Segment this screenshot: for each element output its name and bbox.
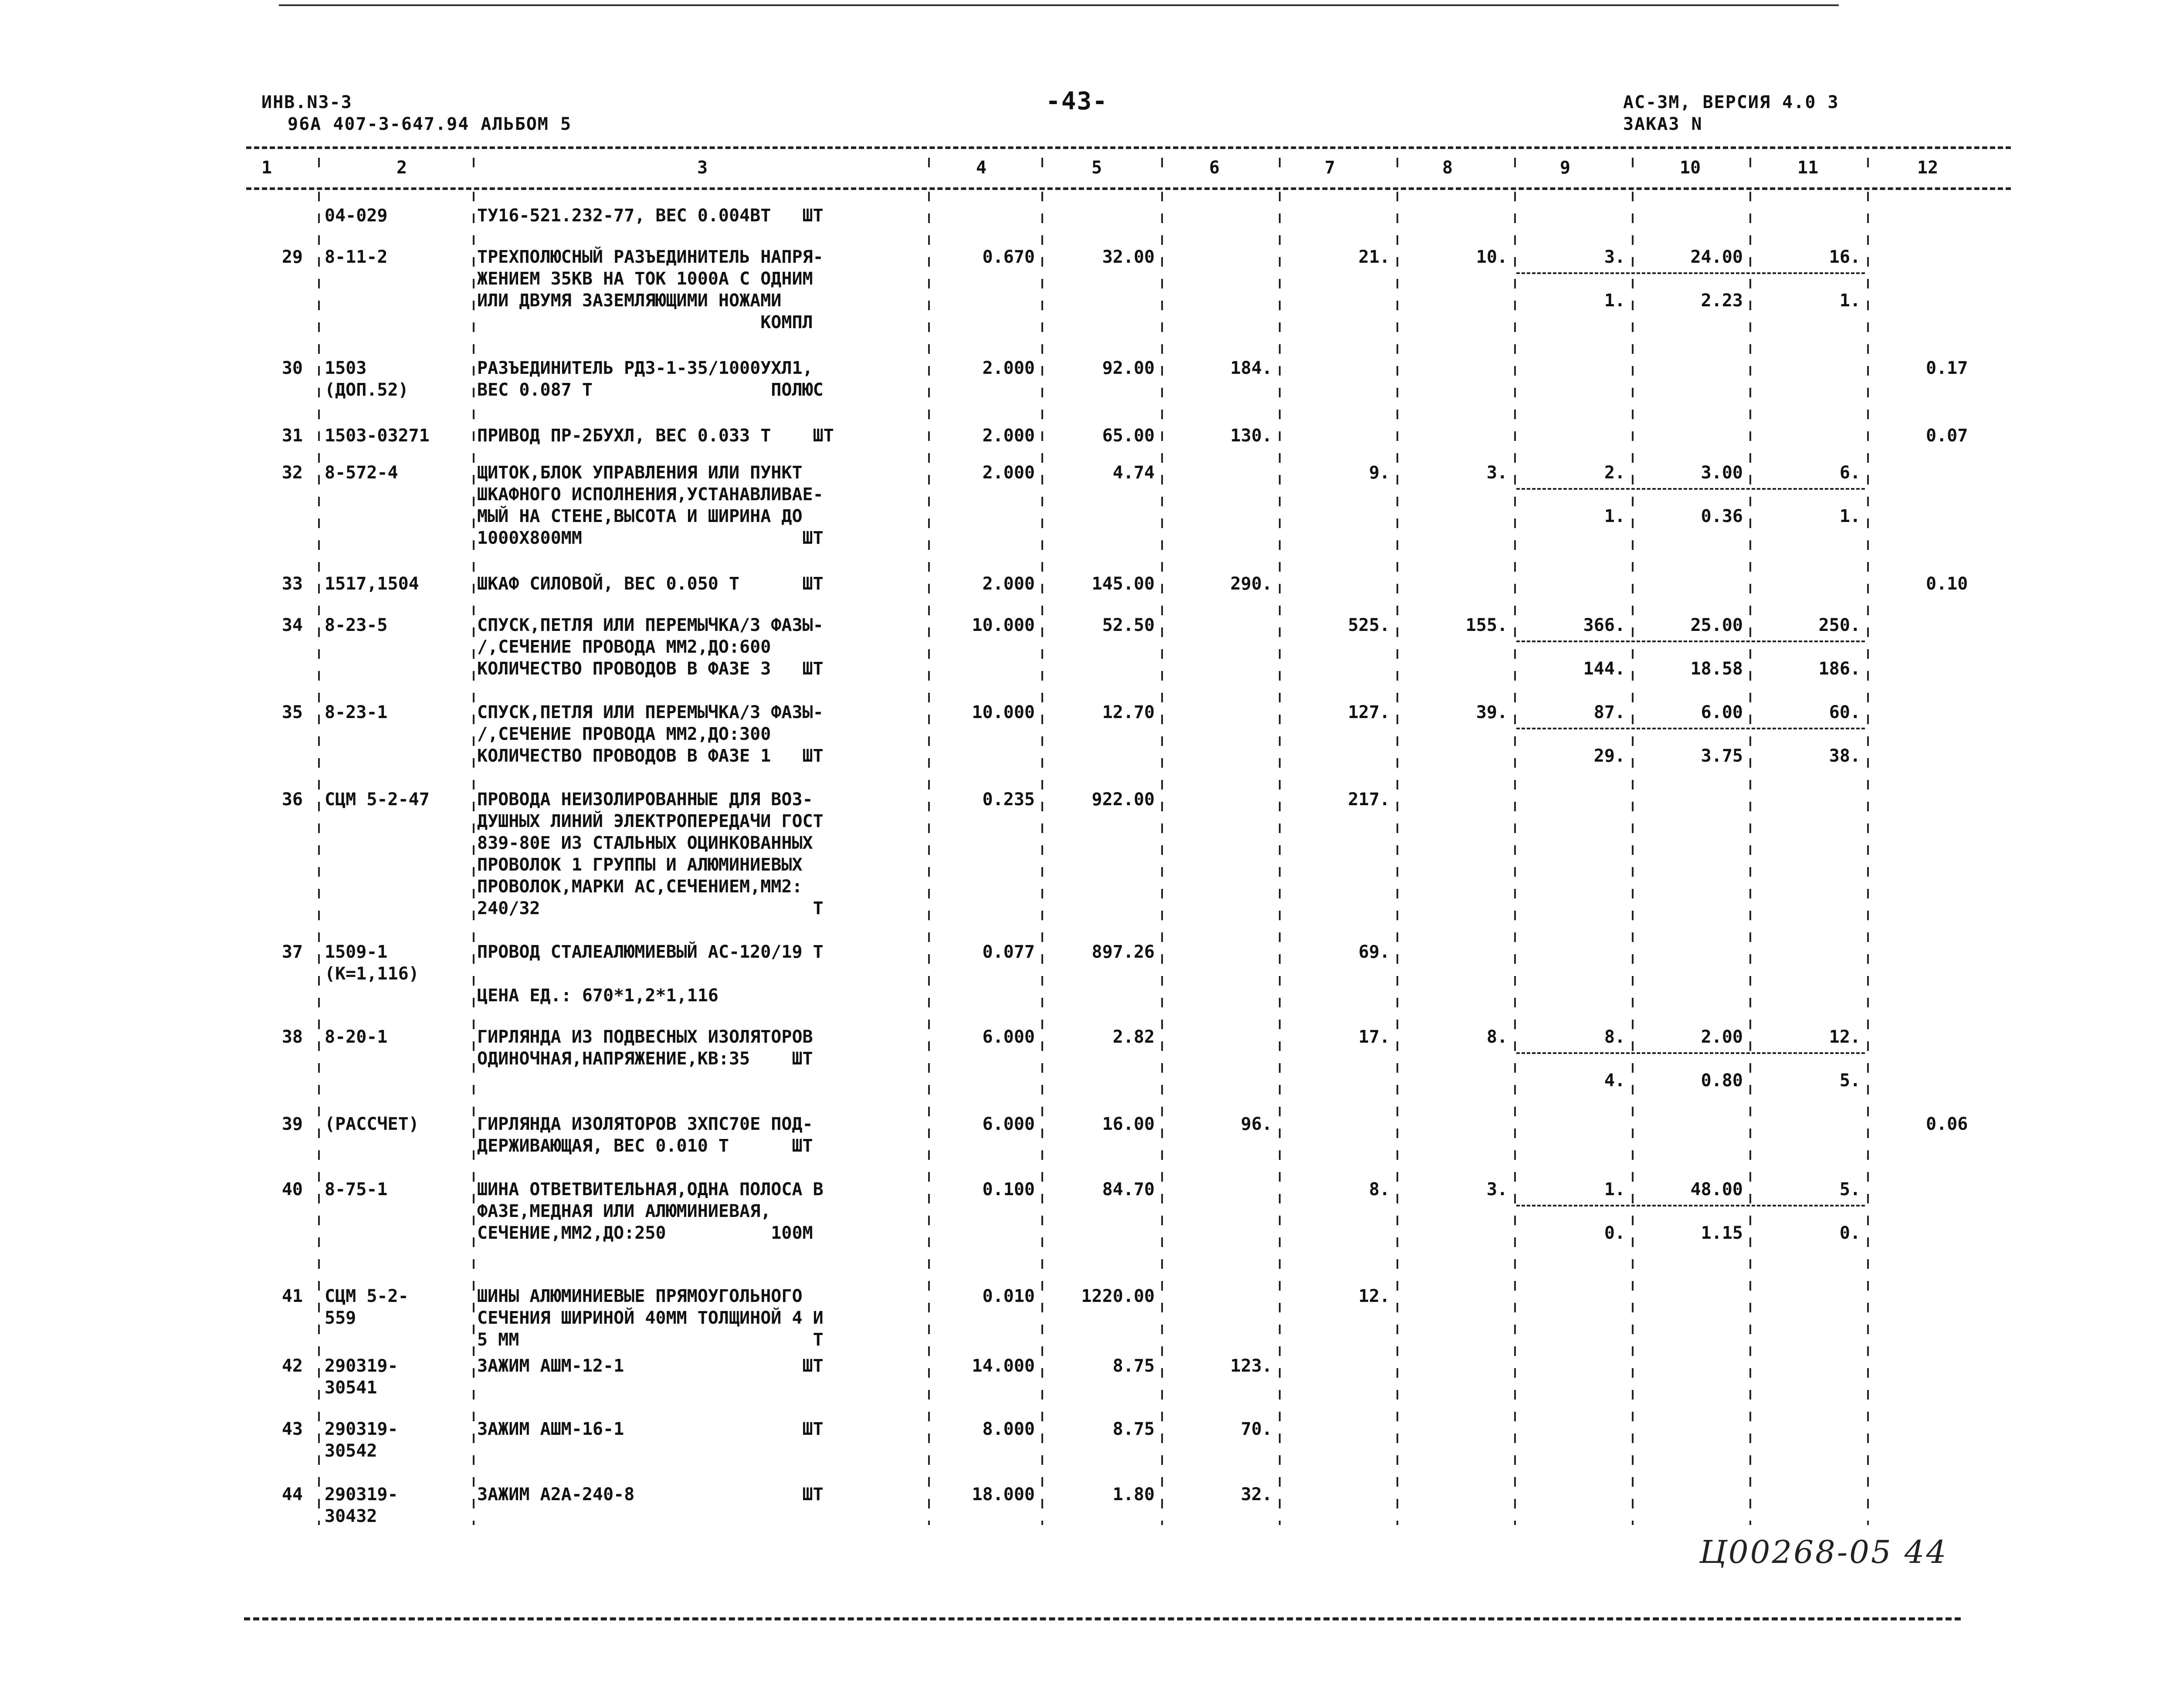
value-column-11: 5. — [1839, 1179, 1861, 1200]
value-column-10: 48.00 — [1690, 1179, 1743, 1200]
work-description: ПРИВОД ПР-2БУХЛ, ВЕС 0.033 Т ШТ — [477, 426, 834, 446]
value-column-11: 16. — [1829, 247, 1861, 267]
page-bottom-rule — [244, 1617, 1961, 1620]
work-description: ИЛИ ДВУМЯ ЗАЗЕМЛЯЮЩИМИ НОЖАМИ — [477, 291, 782, 311]
work-description: ДУШНЫХ ЛИНИЙ ЭЛЕКТРОПЕРЕДАЧИ ГОСТ — [477, 811, 824, 831]
row-number: 33 — [281, 574, 303, 594]
column-header-10: 10 — [1680, 158, 1701, 178]
wage-value-9: 4. — [1604, 1071, 1625, 1091]
value-column-5: 1220.00 — [1081, 1286, 1155, 1306]
wage-value-9: 1. — [1604, 291, 1625, 311]
document-stamp-number: Ц00268-05 44 — [1699, 1534, 1948, 1570]
wage-value-11: 38. — [1829, 746, 1861, 766]
subtotal-rule — [1516, 1052, 1865, 1054]
value-column-6: 184. — [1230, 358, 1272, 378]
value-column-5: 897.26 — [1091, 942, 1155, 962]
row-number: 37 — [281, 942, 303, 962]
work-description: ПРОВОЛОК 1 ГРУППЫ И АЛЮМИНИЕВЫХ — [477, 855, 803, 875]
column-separator — [1749, 192, 1751, 1525]
row-number: 44 — [281, 1484, 303, 1505]
value-column-7: 17. — [1358, 1027, 1390, 1047]
value-column-9: 2. — [1604, 463, 1625, 483]
wage-value-10: 2.23 — [1701, 291, 1743, 311]
value-column-4: 10.000 — [972, 702, 1035, 722]
column-separator — [473, 192, 475, 1525]
value-column-7: 21. — [1358, 247, 1390, 267]
value-column-12: 0.17 — [1926, 358, 1968, 378]
work-description: ТУ16-521.232-77, ВЕС 0.004ВТ ШТ — [477, 206, 824, 226]
value-column-11: 250. — [1818, 615, 1861, 635]
value-column-10: 6.00 — [1701, 702, 1743, 722]
value-column-9: 3. — [1604, 247, 1625, 267]
row-number: 39 — [281, 1114, 303, 1134]
value-column-7: 525. — [1348, 615, 1390, 635]
wage-value-10: 0.80 — [1701, 1071, 1743, 1091]
row-number: 41 — [281, 1286, 303, 1306]
rate-code: 04-029 — [325, 206, 388, 226]
column-header-separator — [318, 158, 320, 180]
value-column-6: 123. — [1230, 1356, 1272, 1376]
order-number: ЗАКАЗ N — [1623, 114, 1703, 134]
subtotal-rule — [1516, 488, 1865, 490]
value-column-10: 24.00 — [1690, 247, 1743, 267]
value-column-7: 69. — [1358, 942, 1390, 962]
subtotal-rule — [1516, 640, 1865, 642]
work-description: МЫЙ НА СТЕНЕ,ВЫСОТА И ШИРИНА ДО — [477, 506, 803, 526]
value-column-4: 0.010 — [982, 1286, 1035, 1306]
column-header-separator — [1397, 158, 1398, 180]
work-description: ШКАФНОГО ИСПОЛНЕНИЯ,УСТАНАВЛИВАЕ- — [477, 485, 824, 505]
column-separator — [1161, 192, 1163, 1525]
value-column-7: 12. — [1358, 1286, 1390, 1306]
work-description: ВЕС 0.087 Т ПОЛЮС — [477, 380, 824, 400]
rate-code: 1517,1504 — [325, 574, 419, 594]
column-separator — [1041, 192, 1043, 1525]
column-header-11: 11 — [1797, 158, 1819, 178]
rate-code: (ДОП.52) — [325, 380, 409, 400]
value-column-9: 87. — [1593, 702, 1625, 722]
value-column-7: 9. — [1369, 463, 1390, 483]
rate-code: 559 — [325, 1308, 356, 1328]
value-column-9: 1. — [1604, 1179, 1625, 1200]
value-column-10: 2.00 — [1701, 1027, 1743, 1047]
value-column-5: 922.00 — [1091, 790, 1155, 810]
wage-value-11: 1. — [1839, 506, 1861, 526]
work-description: ЖЕНИЕМ 35КВ НА ТОК 1000А С ОДНИМ — [477, 269, 813, 289]
work-description: ОДИНОЧНАЯ,НАПРЯЖЕНИЕ,КВ:35 ШТ — [477, 1049, 813, 1069]
work-description: /,СЕЧЕНИЕ ПРОВОДА ММ2,ДО:600 — [477, 637, 771, 657]
rate-code: 1509-1 — [325, 942, 388, 962]
wage-value-10: 3.75 — [1701, 746, 1743, 766]
row-number: 42 — [281, 1356, 303, 1376]
work-description: /,СЕЧЕНИЕ ПРОВОДА ММ2,ДО:300 — [477, 724, 771, 744]
work-description: КОЛИЧЕСТВО ПРОВОДОВ В ФАЗЕ 3 ШТ — [477, 659, 824, 679]
row-number: 34 — [281, 615, 303, 635]
column-header-separator — [1041, 158, 1043, 180]
value-column-11: 12. — [1829, 1027, 1861, 1047]
value-column-4: 0.670 — [982, 247, 1035, 267]
work-description: 839-80Е ИЗ СТАЛЬНЫХ ОЦИНКОВАННЫХ — [477, 833, 813, 853]
column-separator — [1632, 192, 1634, 1525]
row-number: 30 — [281, 358, 303, 378]
column-separator — [318, 192, 320, 1525]
value-column-12: 0.06 — [1926, 1114, 1968, 1134]
value-column-4: 6.000 — [982, 1114, 1035, 1134]
row-number: 38 — [281, 1027, 303, 1047]
column-separator — [1867, 192, 1869, 1525]
value-column-5: 1.80 — [1112, 1484, 1155, 1505]
value-column-4: 0.100 — [982, 1179, 1035, 1200]
page-number: -43- — [1046, 87, 1108, 115]
work-description: СЕЧЕНИЕ,ММ2,ДО:250 100М — [477, 1223, 813, 1243]
value-column-9: 366. — [1583, 615, 1625, 635]
rate-code: 8-75-1 — [325, 1179, 388, 1200]
column-header-3: 3 — [697, 158, 708, 178]
row-number: 31 — [281, 426, 303, 446]
value-column-5: 52.50 — [1102, 615, 1155, 635]
row-number: 35 — [281, 702, 303, 722]
work-description: КОМПЛ — [477, 312, 813, 332]
rate-code: 1503-03271 — [325, 426, 430, 446]
inventory-number: ИНВ.N3-3 — [261, 92, 353, 112]
column-separator — [1514, 192, 1516, 1525]
rate-code: 8-11-2 — [325, 247, 388, 267]
work-description: ПРОВОДА НЕИЗОЛИРОВАННЫЕ ДЛЯ ВОЗ- — [477, 790, 813, 810]
column-separator — [1279, 192, 1281, 1525]
work-description: 240/32 Т — [477, 898, 824, 918]
value-column-7: 217. — [1348, 790, 1390, 810]
wage-value-10: 1.15 — [1701, 1223, 1743, 1243]
column-header-9: 9 — [1560, 158, 1571, 178]
value-column-10: 3.00 — [1701, 463, 1743, 483]
column-separator — [928, 192, 930, 1525]
header-top-rule — [246, 146, 2011, 149]
rate-code: 290319- — [325, 1419, 398, 1439]
subtotal-rule — [1516, 728, 1865, 729]
row-number: 40 — [281, 1179, 303, 1200]
work-description: ШКАФ СИЛОВОЙ, ВЕС 0.050 Т ШТ — [477, 574, 824, 594]
value-column-8: 10. — [1476, 247, 1508, 267]
value-column-6: 290. — [1230, 574, 1272, 594]
column-header-7: 7 — [1325, 158, 1336, 178]
value-column-5: 84.70 — [1102, 1179, 1155, 1200]
work-description: ГИРЛЯНДА ИЗ ПОДВЕСНЫХ ИЗОЛЯТОРОВ — [477, 1027, 813, 1047]
value-column-8: 3. — [1486, 463, 1508, 483]
value-column-5: 12.70 — [1102, 702, 1155, 722]
work-description: ТРЕХПОЛЮСНЫЙ РАЗЪЕДИНИТЕЛЬ НАПРЯ- — [477, 247, 824, 267]
value-column-4: 8.000 — [982, 1419, 1035, 1439]
column-header-separator — [1279, 158, 1281, 180]
value-column-4: 2.000 — [982, 574, 1035, 594]
value-column-9: 8. — [1604, 1027, 1625, 1047]
value-column-8: 3. — [1486, 1179, 1508, 1200]
value-column-5: 2.82 — [1112, 1027, 1155, 1047]
column-separator — [1397, 192, 1398, 1525]
subtotal-rule — [1516, 272, 1865, 274]
row-number: 32 — [281, 463, 303, 483]
wage-value-9: 0. — [1604, 1223, 1625, 1243]
rate-code: 290319- — [325, 1356, 398, 1376]
column-header-separator — [928, 158, 930, 180]
work-description: ЦЕНА ЕД.: 670*1,2*1,116 — [477, 986, 719, 1006]
rate-code: 290319- — [325, 1484, 398, 1505]
value-column-5: 65.00 — [1102, 426, 1155, 446]
rate-code: 30541 — [325, 1378, 377, 1398]
column-header-5: 5 — [1091, 158, 1102, 178]
work-description: ФАЗЕ,МЕДНАЯ ИЛИ АЛЮМИНИЕВАЯ, — [477, 1201, 771, 1221]
wage-value-11: 0. — [1839, 1223, 1861, 1243]
work-description: 5 ММ Т — [477, 1330, 824, 1350]
value-column-10: 25.00 — [1690, 615, 1743, 635]
wage-value-10: 0.36 — [1701, 506, 1743, 526]
value-column-12: 0.07 — [1926, 426, 1968, 446]
work-description: СПУСК,ПЕТЛЯ ИЛИ ПЕРЕМЫЧКА/3 ФАЗЫ- — [477, 702, 824, 722]
row-number: 36 — [281, 790, 303, 810]
value-column-4: 18.000 — [972, 1484, 1035, 1505]
row-number: 43 — [281, 1419, 303, 1439]
subtotal-rule — [1516, 1205, 1865, 1206]
value-column-6: 32. — [1241, 1484, 1272, 1505]
value-column-4: 2.000 — [982, 358, 1035, 378]
wage-value-11: 1. — [1839, 291, 1861, 311]
value-column-12: 0.10 — [1926, 574, 1968, 594]
rate-code: 30432 — [325, 1506, 377, 1526]
value-column-5: 92.00 — [1102, 358, 1155, 378]
column-header-1: 1 — [261, 158, 272, 178]
column-header-separator — [1514, 158, 1516, 180]
column-header-4: 4 — [976, 158, 987, 178]
value-column-4: 14.000 — [972, 1356, 1035, 1376]
work-description: СПУСК,ПЕТЛЯ ИЛИ ПЕРЕМЫЧКА/3 ФАЗЫ- — [477, 615, 824, 635]
row-number: 29 — [281, 247, 303, 267]
wage-value-9: 1. — [1604, 506, 1625, 526]
rate-code: 1503 — [325, 358, 367, 378]
value-column-5: 16.00 — [1102, 1114, 1155, 1134]
rate-code: 8-23-5 — [325, 615, 388, 635]
value-column-4: 2.000 — [982, 426, 1035, 446]
column-header-2: 2 — [397, 158, 407, 178]
work-description: ЗАЖИМ АШМ-16-1 ШТ — [477, 1419, 824, 1439]
value-column-5: 32.00 — [1102, 247, 1155, 267]
rate-code: 30542 — [325, 1441, 377, 1461]
rate-code: СЦМ 5-2- — [325, 1286, 409, 1306]
column-header-separator — [1161, 158, 1163, 180]
work-description: ПРОВОЛОК,МАРКИ АС,СЕЧЕНИЕМ,ММ2: — [477, 877, 803, 897]
rate-code: 8-23-1 — [325, 702, 388, 722]
work-description: ЗАЖИМ А2А-240-8 ШТ — [477, 1484, 824, 1505]
value-column-4: 6.000 — [982, 1027, 1035, 1047]
value-column-11: 60. — [1829, 702, 1861, 722]
work-description: СЕЧЕНИЯ ШИРИНОЙ 40ММ ТОЛЩИНОЙ 4 И — [477, 1308, 824, 1328]
rate-code: 8-572-4 — [325, 463, 398, 483]
column-header-6: 6 — [1209, 158, 1220, 178]
rate-code: (РАССЧЕТ) — [325, 1114, 419, 1134]
wage-value-10: 18.58 — [1690, 659, 1743, 679]
value-column-6: 130. — [1230, 426, 1272, 446]
work-description: ШИНА ОТВЕТВИТЕЛЬНАЯ,ОДНА ПОЛОСА В — [477, 1179, 824, 1200]
value-column-4: 2.000 — [982, 463, 1035, 483]
wage-value-11: 186. — [1818, 659, 1861, 679]
wage-value-11: 5. — [1839, 1071, 1861, 1091]
value-column-5: 4.74 — [1112, 463, 1155, 483]
work-description: ДЕРЖИВАЮЩАЯ, ВЕС 0.010 Т ШТ — [477, 1136, 813, 1156]
value-column-8: 155. — [1465, 615, 1508, 635]
column-header-separator — [1867, 158, 1869, 180]
work-description: ЩИТОК,БЛОК УПРАВЛЕНИЯ ИЛИ ПУНКТ — [477, 463, 803, 483]
program-version: АС-3М, ВЕРСИЯ 4.0 3 — [1623, 92, 1839, 112]
value-column-4: 10.000 — [972, 615, 1035, 635]
work-description: КОЛИЧЕСТВО ПРОВОДОВ В ФАЗЕ 1 ШТ — [477, 746, 824, 766]
value-column-4: 0.077 — [982, 942, 1035, 962]
column-header-separator — [1632, 158, 1634, 180]
value-column-5: 8.75 — [1112, 1356, 1155, 1376]
wage-value-9: 29. — [1593, 746, 1625, 766]
column-header-12: 12 — [1917, 158, 1939, 178]
work-description: ЗАЖИМ АШМ-12-1 ШТ — [477, 1356, 824, 1376]
column-header-separator — [473, 158, 475, 180]
column-header-separator — [1749, 158, 1751, 180]
value-column-7: 8. — [1369, 1179, 1390, 1200]
header-bottom-rule — [246, 187, 2011, 190]
work-description: ШИНЫ АЛЮМИНИЕВЫЕ ПРЯМОУГОЛЬНОГО — [477, 1286, 803, 1306]
work-description: ПРОВОД СТАЛЕАЛЮМИЕВЫЙ АС-120/19 Т — [477, 942, 824, 962]
value-column-6: 96. — [1241, 1114, 1272, 1134]
value-column-5: 145.00 — [1091, 574, 1155, 594]
work-description: ГИРЛЯНДА ИЗОЛЯТОРОВ 3ХПС70Е ПОД- — [477, 1114, 813, 1134]
rate-code: 8-20-1 — [325, 1027, 388, 1047]
top-border-line — [279, 4, 1839, 6]
column-header-8: 8 — [1442, 158, 1453, 178]
work-description: РАЗЪЕДИНИТЕЛЬ РДЗ-1-35/1000УХЛ1, — [477, 358, 813, 378]
value-column-7: 127. — [1348, 702, 1390, 722]
value-column-6: 70. — [1241, 1419, 1272, 1439]
work-description: 1000Х800ММ ШТ — [477, 528, 824, 548]
rate-code: (К=1,116) — [325, 964, 419, 984]
value-column-8: 8. — [1486, 1027, 1508, 1047]
value-column-11: 6. — [1839, 463, 1861, 483]
album-reference: 96А 407-3-647.94 АЛЬБОМ 5 — [288, 114, 572, 134]
wage-value-9: 144. — [1583, 659, 1625, 679]
value-column-8: 39. — [1476, 702, 1508, 722]
value-column-4: 0.235 — [982, 790, 1035, 810]
rate-code: СЦМ 5-2-47 — [325, 790, 430, 810]
value-column-5: 8.75 — [1112, 1419, 1155, 1439]
